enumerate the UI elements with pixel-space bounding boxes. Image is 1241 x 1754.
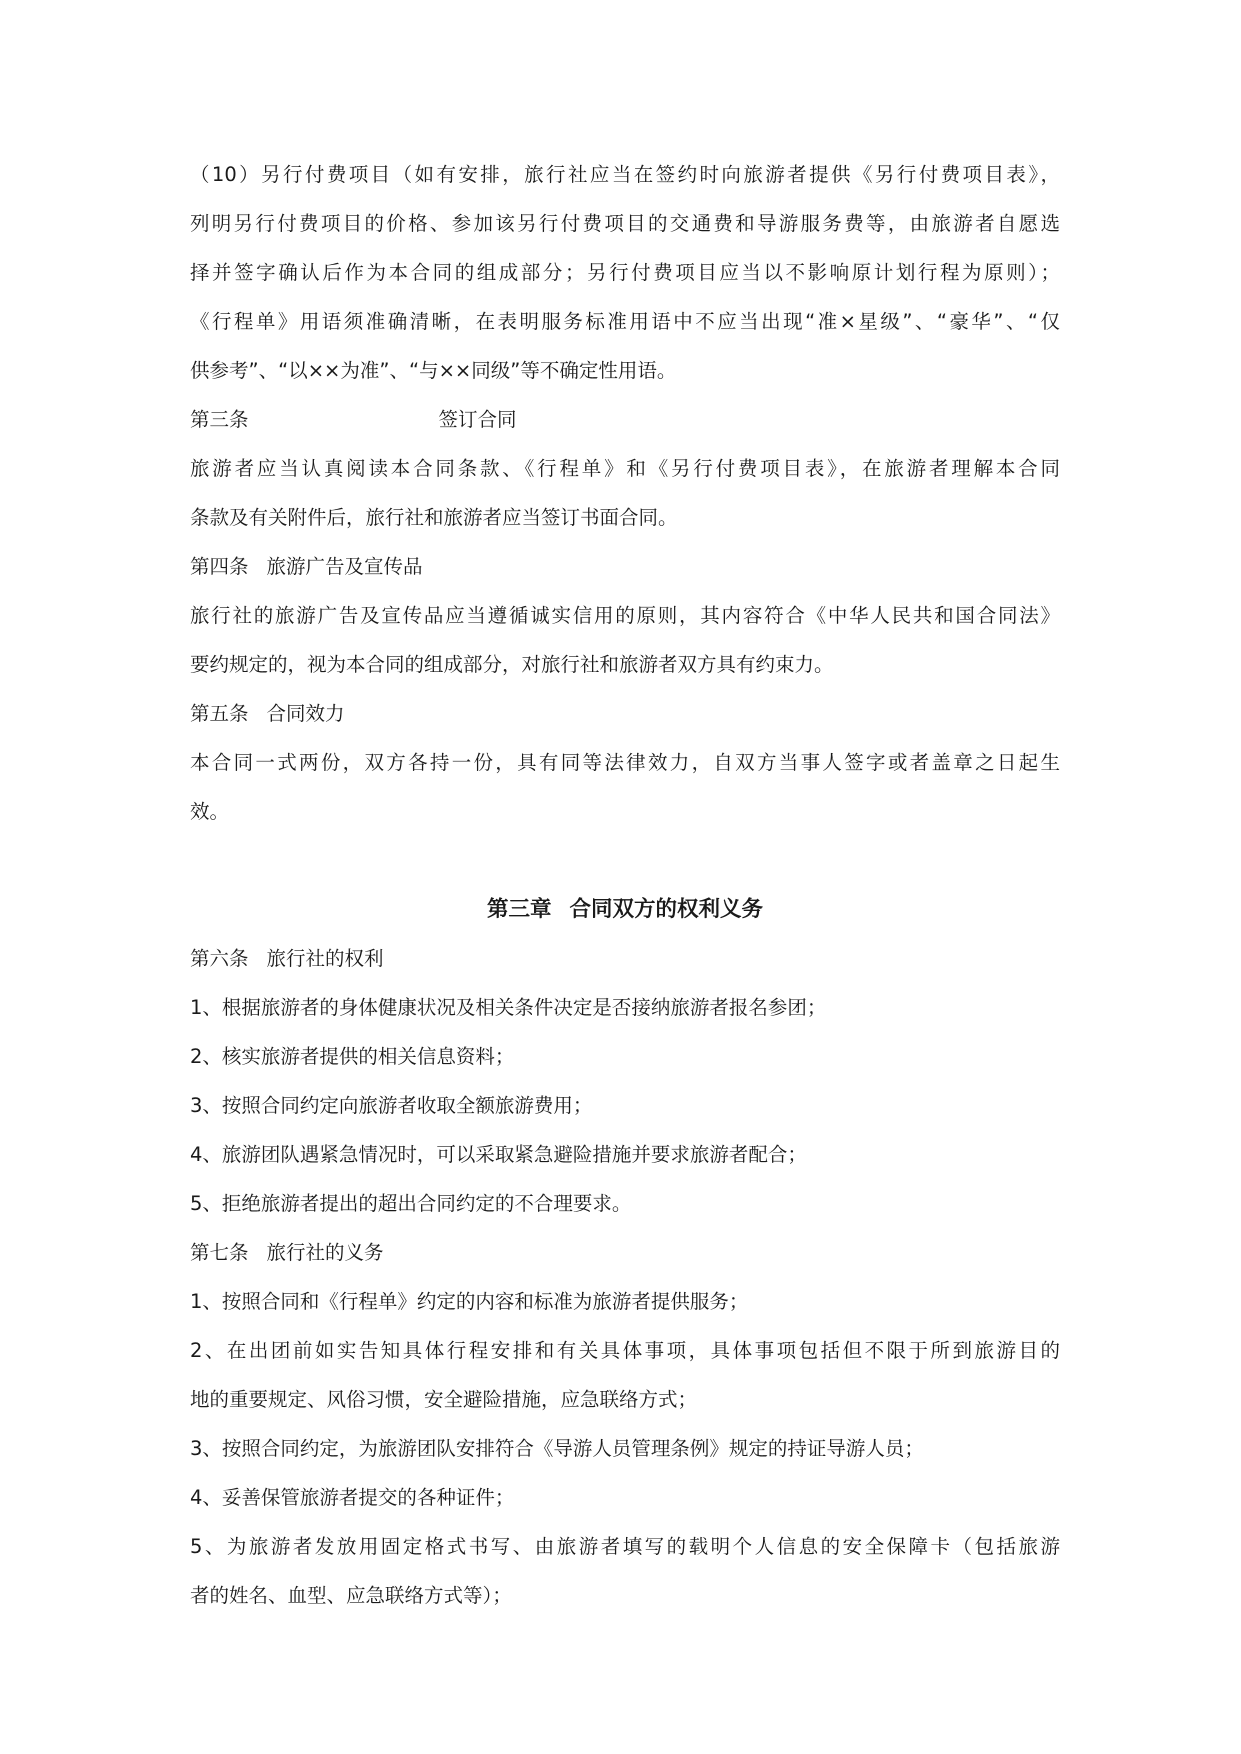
text-line: 要约规定的，视为本合同的组成部分，对旅行社和旅游者双方具有约束力。 bbox=[190, 653, 834, 676]
article-heading bbox=[190, 934, 1060, 983]
list-item: 2、核实旅游者提供的相关信息资料； bbox=[190, 1045, 515, 1068]
list-item-continuation: 地的重要规定、风俗习惯，安全避险措施，应急联络方式； bbox=[190, 1388, 698, 1411]
chapter-title: 合同双方的权利义务 bbox=[569, 897, 764, 922]
article-number: 第五条 bbox=[190, 702, 249, 725]
text-line: 本合同一式两份，双方各持一份，具有同等法律效力，自双方当事人签字或者盖章之日起生 bbox=[190, 751, 1060, 774]
article-title: 签订合同 bbox=[438, 408, 517, 431]
article-heading bbox=[190, 395, 1060, 444]
article-title: 旅游广告及宣传品 bbox=[266, 555, 423, 578]
text-line: 择并签字确认后作为本合同的组成部分；另行付费项目应当以不影响原计划行程为原则）； bbox=[190, 261, 1060, 284]
text-line: 供参考”、“以××为准”、“与××同级”等不确定性用语。 bbox=[190, 359, 677, 382]
list-item: 5、为旅游者发放用固定格式书写、由旅游者填写的载明个人信息的安全保障卡（包括旅游 bbox=[190, 1535, 1060, 1558]
article-number: 第七条 bbox=[190, 1241, 249, 1264]
list-item: 5、拒绝旅游者提出的超出合同约定的不合理要求。 bbox=[190, 1192, 632, 1215]
article-title: 旅行社的权利 bbox=[266, 947, 384, 970]
text-line: 条款及有关附件后，旅行社和旅游者应当签订书面合同。 bbox=[190, 506, 678, 529]
text-line: 列明另行付费项目的价格、参加该另行付费项目的交通费和导游服务费等，由旅游者自愿选 bbox=[190, 212, 1060, 235]
article-number: 第三条 bbox=[190, 408, 249, 431]
list-item: 4、妥善保管旅游者提交的各种证件； bbox=[190, 1486, 515, 1509]
list-item: 1、根据旅游者的身体健康状况及相关条件决定是否接纳旅游者报名参团； bbox=[190, 996, 827, 1019]
article-number: 第四条 bbox=[190, 555, 249, 578]
list-item: 1、按照合同和《行程单》约定的内容和标准为旅游者提供服务； bbox=[190, 1290, 749, 1313]
text-line: 《行程单》用语须准确清晰，在表明服务标准用语中不应当出现“准×星级”、“豪华”、“仅 bbox=[190, 310, 1060, 333]
article-heading bbox=[190, 542, 1060, 591]
list-item: 3、按照合同约定向旅游者收取全额旅游费用； bbox=[190, 1094, 593, 1117]
article-heading bbox=[190, 689, 1060, 738]
list-item: 3、按照合同约定，为旅游团队安排符合《导游人员管理条例》规定的持证导游人员； bbox=[190, 1437, 924, 1460]
article-number: 第六条 bbox=[190, 947, 249, 970]
chapter-number: 第三章 bbox=[486, 897, 552, 922]
article-title: 合同效力 bbox=[266, 702, 345, 725]
chapter-heading bbox=[190, 885, 1060, 934]
list-item-continuation: 者的姓名、血型、应急联络方式等）； bbox=[190, 1584, 512, 1607]
list-item: 2、在出团前如实告知具体行程安排和有关具体事项，具体事项包括但不限于所到旅游目的 bbox=[190, 1339, 1060, 1362]
paragraph-additional-fees bbox=[190, 150, 1060, 395]
text-line: 效。 bbox=[190, 800, 230, 823]
article-title: 旅行社的义务 bbox=[266, 1241, 384, 1264]
text-line: （10）另行付费项目（如有安排，旅行社应当在签约时向旅游者提供《另行付费项目表》， bbox=[190, 163, 1060, 186]
article-heading bbox=[190, 1228, 1060, 1277]
text-line: 旅游者应当认真阅读本合同条款、《行程单》和《另行付费项目表》，在旅游者理解本合同 bbox=[190, 457, 1060, 480]
document-page bbox=[190, 150, 1060, 1620]
list-item: 4、旅游团队遇紧急情况时，可以采取紧急避险措施并要求旅游者配合； bbox=[190, 1143, 807, 1166]
text-line: 旅行社的旅游广告及宣传品应当遵循诚实信用的原则，其内容符合《中华人民共和国合同法》 bbox=[190, 604, 1060, 627]
